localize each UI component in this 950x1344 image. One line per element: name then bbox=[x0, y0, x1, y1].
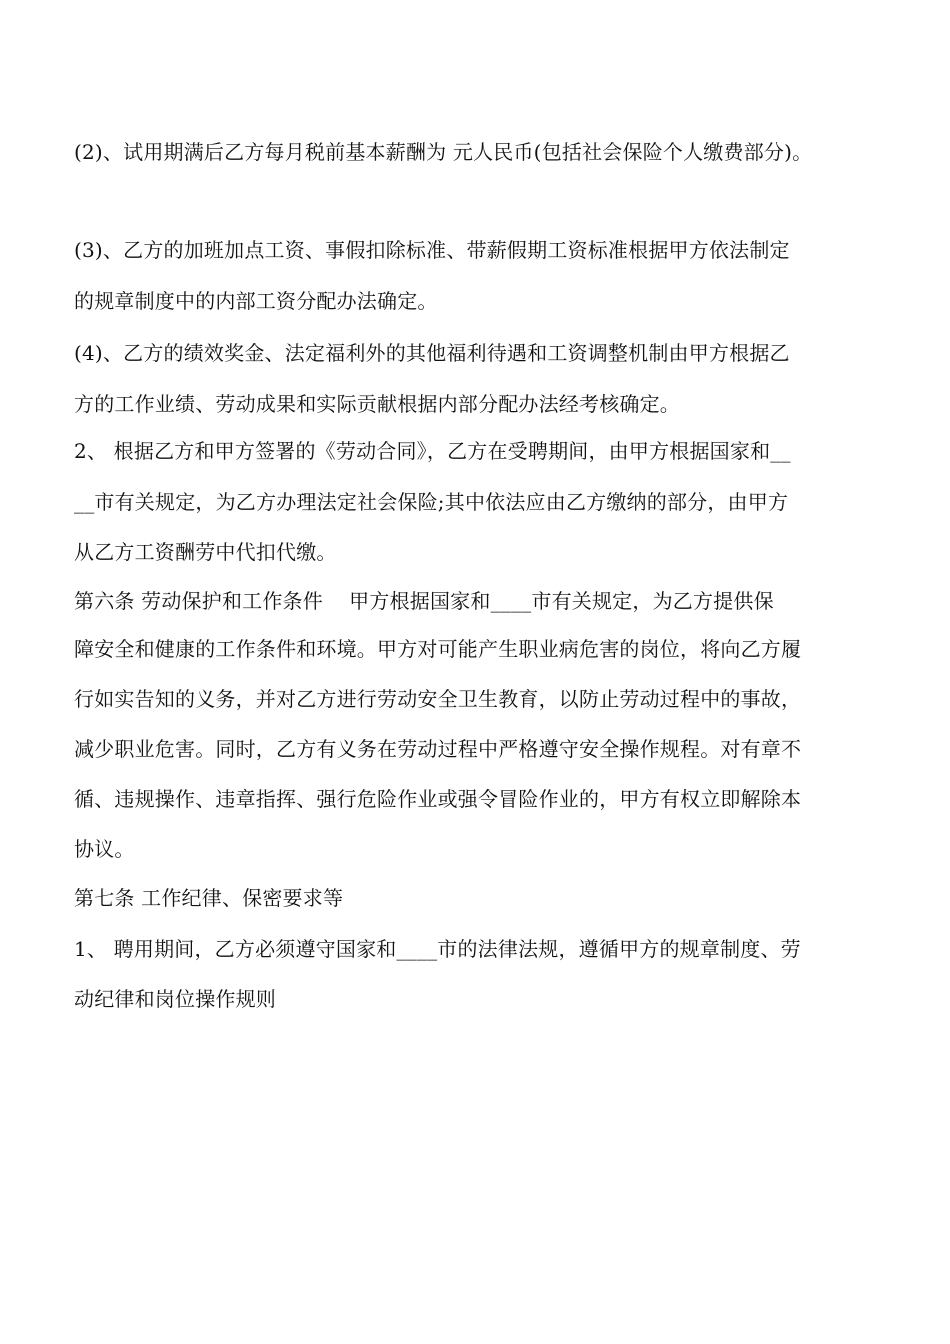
text-line-social-insurance-cont: __市有关规定，为乙方办理法定社会保险;其中依法应由乙方缴纳的部分，由甲方 bbox=[74, 490, 789, 514]
text-line-internal-distribution: 的规章制度中的内部工资分配办法确定。 bbox=[74, 289, 438, 313]
text-line-agreement: 协议。 bbox=[74, 837, 135, 861]
text-line-occupational-hazards: 减少职业危害。同时，乙方有义务在劳动过程中严格遵守安全操作规程。对有章不 bbox=[74, 737, 802, 761]
text-line-assessment: 方的工作业绩、劳动成果和实际贡献根据内部分配办法经考核确定。 bbox=[74, 392, 680, 416]
text-line-article-seven-heading: 第七条 工作纪律、保密要求等 bbox=[74, 886, 344, 910]
text-line-social-insurance: 2、 根据乙方和甲方签署的《劳动合同》，乙方在受聘期间，由甲方根据国家和__ bbox=[74, 439, 791, 463]
text-line-safety-conditions: 障安全和健康的工作条件和环境。甲方对可能产生职业病危害的岗位，将向乙方履 bbox=[74, 637, 802, 661]
text-line-employment-rules: 1、 聘用期间，乙方必须遵守国家和____市的法律法规，遵循甲方的规章制度、劳 bbox=[74, 937, 801, 961]
text-line-labor-discipline: 动纪律和岗位操作规则 bbox=[74, 987, 276, 1011]
text-line-overtime-pay: (3)、乙方的加班加点工资、事假扣除标准、带薪假期工资标准根据甲方依法制定 bbox=[74, 238, 790, 262]
text-line-safety-education: 行如实告知的义务，并对乙方进行劳动安全卫生教育，以防止劳动过程中的事故， bbox=[74, 687, 802, 711]
text-line-violations: 循、违规操作、违章指挥、强行危险作业或强令冒险作业的，甲方有权立即解除本 bbox=[74, 787, 802, 811]
text-line-withholding: 从乙方工资酬劳中代扣代缴。 bbox=[74, 540, 337, 564]
text-line-article-six-heading: 第六条 劳动保护和工作条件 甲方根据国家和____市有关规定，为乙方提供保 bbox=[74, 589, 774, 613]
text-line-performance-bonus: (4)、乙方的绩效奖金、法定福利外的其他福利待遇和工资调整机制由甲方根据乙 bbox=[74, 341, 790, 365]
text-line-salary-after-probation: (2)、试用期满后乙方每月税前基本薪酬为 元人民币(包括社会保险个人缴费部分)。 bbox=[74, 140, 813, 164]
